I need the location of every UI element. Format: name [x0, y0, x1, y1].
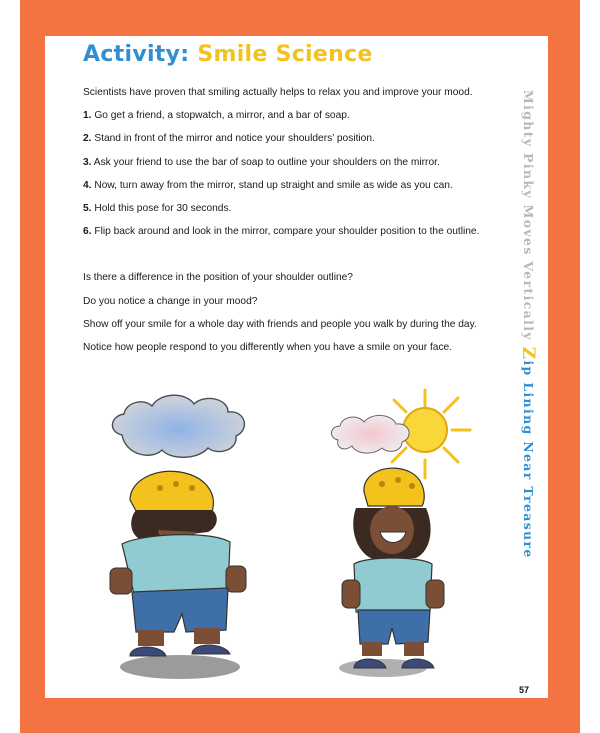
- pink-cloud: [331, 415, 409, 453]
- sidebar-blue-text: ip Lining Near Treasure: [521, 360, 536, 559]
- step-number: 2.: [83, 133, 92, 145]
- step-text: Hold this pose for 30 seconds.: [94, 202, 232, 214]
- sidebar-phrase: [513, 90, 543, 559]
- intro-text: Scientists have proven that smiling actually helps to relax you and improve your mood.: [83, 87, 473, 98]
- step-number: 6.: [83, 226, 92, 238]
- step-1: [83, 109, 501, 132]
- grey-cloud: [112, 395, 244, 457]
- step-number: 1.: [83, 110, 92, 122]
- step-5: [83, 202, 501, 225]
- title-main: Smile Science: [197, 42, 373, 67]
- happy-kid: [342, 468, 444, 668]
- step-text: Flip back around and look in the mirror, compare your shoulder position to the outline.: [94, 226, 480, 238]
- question-3: Show off your smile for a whole day with friends and people you walk by during the day.: [83, 318, 477, 330]
- step-text: Stand in front of the mirror and notice your shoulders’ position.: [94, 133, 375, 145]
- ground-shadow: [120, 655, 240, 679]
- step-6: [83, 225, 501, 248]
- spacer: [83, 248, 501, 271]
- step-text: Go get a friend, a stopwatch, a mirror, and a bar of soap.: [94, 110, 350, 122]
- step-2: [83, 132, 501, 155]
- illustration: [100, 380, 500, 690]
- step-number: 5.: [83, 202, 92, 214]
- sad-kid: [110, 471, 246, 656]
- step-3: [83, 156, 501, 179]
- activity-body: [83, 86, 501, 364]
- sidebar-grey-text: Mighty Pinky Moves Vertically: [521, 90, 536, 347]
- sidebar-vertical-text: [513, 90, 543, 590]
- step-4: [83, 179, 501, 202]
- question-4: Notice how people respond to you differently when you have a smile on your face.: [83, 341, 453, 353]
- question-1: Is there a difference in the position of your shoulder outline?: [83, 272, 353, 284]
- question-2: Do you notice a change in your mood?: [83, 295, 258, 307]
- title-prefix: Activity:: [83, 42, 190, 67]
- page-number: 57: [519, 685, 530, 695]
- step-number: 3.: [83, 156, 92, 168]
- sidebar-highlight-letter: Z: [518, 346, 538, 361]
- step-number: 4.: [83, 179, 92, 191]
- step-text: Ask your friend to use the bar of soap to outline your shoulders on the mirror.: [93, 156, 440, 168]
- activity-title: [83, 40, 373, 70]
- step-text: Now, turn away from the mirror, stand up straight and smile as wide as you can.: [94, 179, 453, 191]
